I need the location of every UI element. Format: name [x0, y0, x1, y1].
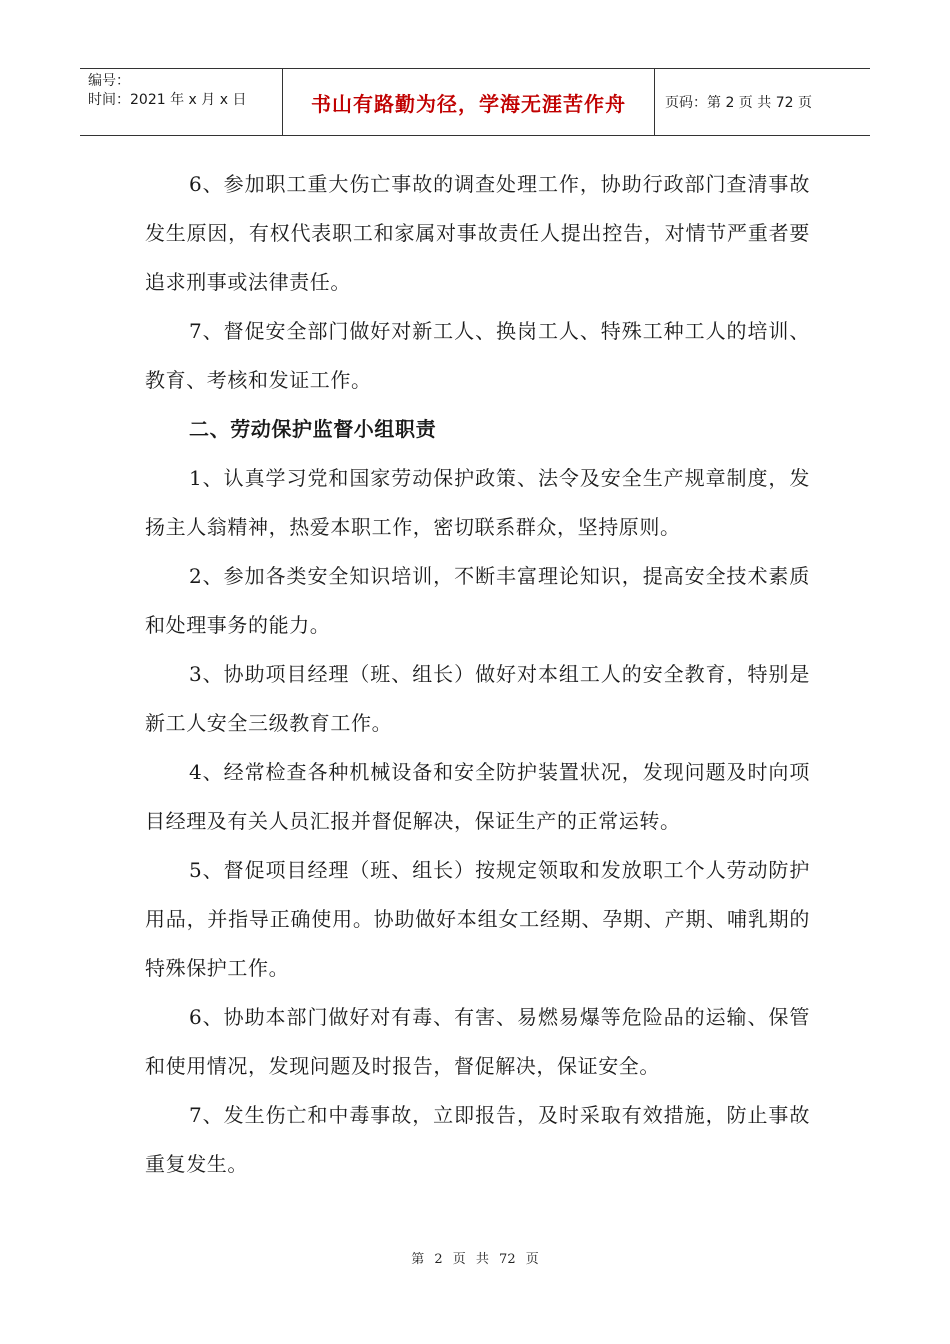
paragraph: 3、协助项目经理（班、组长）做好对本组工人的安全教育，特别是新工人安全三级教育工作。: [145, 662, 810, 735]
page-footer: [0, 1248, 950, 1267]
paragraph: 7、发生伤亡和中毒事故，立即报告，及时采取有效措施，防止事故重复发生。: [145, 1103, 810, 1176]
paragraph: 2、参加各类安全知识培训，不断丰富理论知识，提高安全技术素质和处理事务的能力。: [145, 564, 810, 637]
header-motto-cell: [283, 69, 655, 135]
paragraph: 1、认真学习党和国家劳动保护政策、法令及安全生产规章制度，发扬主人翁精神，热爱本职工作，密切联系群众，坚持原则。: [145, 466, 810, 539]
footer-page-number: 第 2 页 共 72 页: [411, 1252, 539, 1267]
document-time-label: 时间：2021 年 x 月 x 日: [88, 92, 247, 108]
header-page-cell: [655, 69, 870, 135]
paragraph: 4、经常检查各种机械设备和安全防护装置状况，发现问题及时向项目经理及有关人员汇报并督促解决，保证生产的正常运转。: [145, 760, 810, 833]
paragraph: 5、督促项目经理（班、组长）按规定领取和发放职工个人劳动防护用品，并指导正确使用。协助做好本组女工经期、孕期、产期、哺乳期的特殊保护工作。: [145, 858, 810, 980]
paragraph: 7、督促安全部门做好对新工人、换岗工人、特殊工种工人的培训、教育、考核和发证工作。: [145, 319, 810, 392]
paragraph: 6、协助本部门做好对有毒、有害、易燃易爆等危险品的运输、保管和使用情况，发现问题及时报告，督促解决，保证安全。: [145, 1005, 810, 1078]
paragraph: 6、参加职工重大伤亡事故的调查处理工作，协助行政部门查清事故发生原因，有权代表职工和家属对事故责任人提出控告，对情节严重者要追求刑事或法律责任。: [145, 172, 810, 294]
document-body: [145, 160, 810, 1189]
page-header: [80, 68, 870, 136]
header-meta-cell: [80, 69, 283, 135]
section-heading: 二、劳动保护监督小组职责: [189, 417, 437, 441]
header-page-info: 页码：第 2 页 共 72 页: [665, 95, 812, 111]
motto-text: 书山有路勤为径，学海无涯苦作舟: [311, 91, 626, 116]
document-number-label: 编号：: [88, 73, 130, 89]
